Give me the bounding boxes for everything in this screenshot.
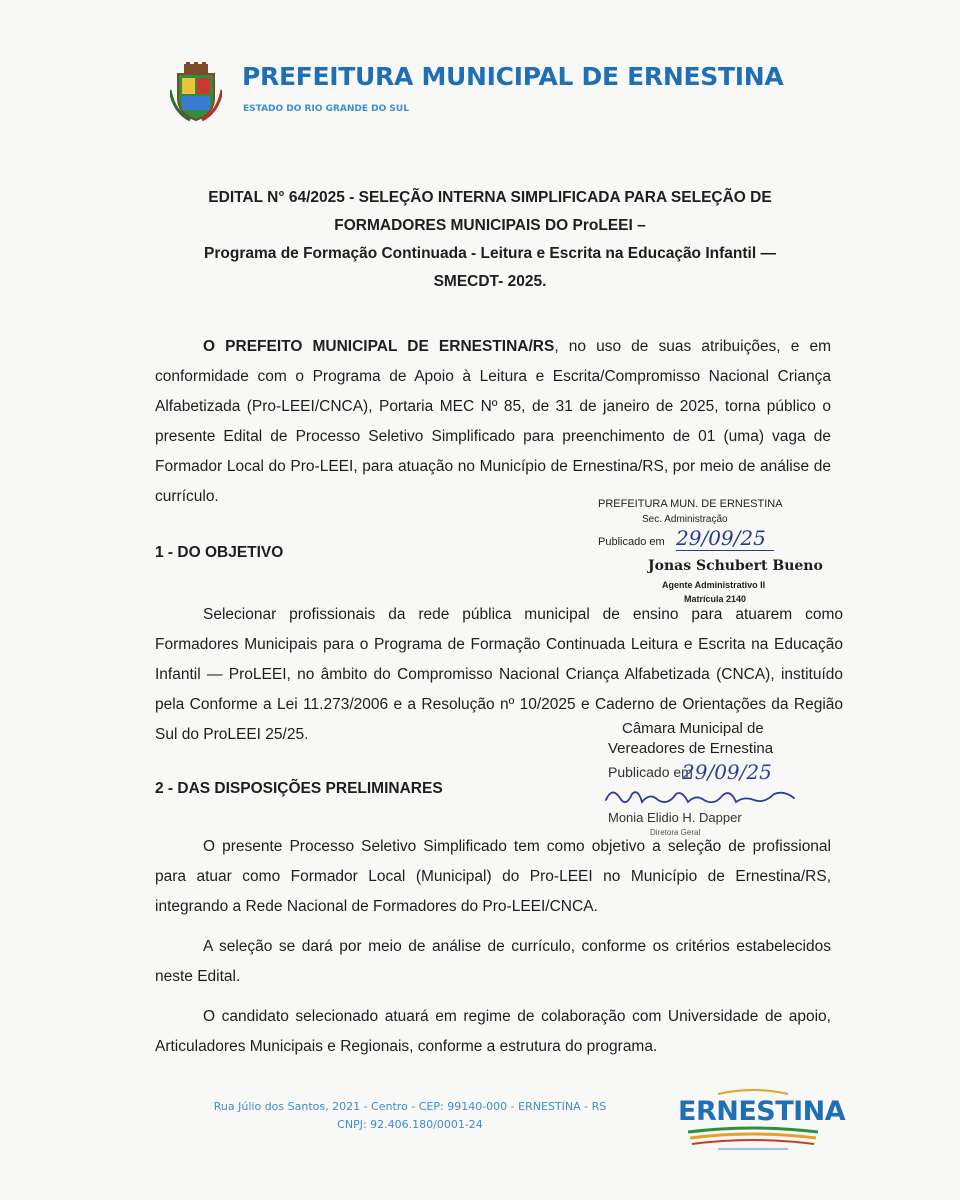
stamp-role: Agente Administrativo II	[662, 580, 766, 590]
edital-title	[150, 184, 830, 296]
stamp-name: Monia Elidio H. Dapper	[608, 810, 742, 825]
section-text: O candidato selecionado atuará em regime de colaboração com Universidade de apoio, Articuladores Municipais e Regionais, conforme a estrutura do programa.	[155, 1008, 831, 1055]
stamp-name: Jonas Schubert Bueno	[648, 558, 823, 574]
footer-address-block	[160, 1098, 660, 1134]
ernestina-logo	[678, 1086, 846, 1158]
municipal-coat-of-arms	[170, 62, 222, 122]
title-line: EDITAL N° 64/2025 - SELEÇÃO INTERNA SIMPLIFICADA PARA SELEÇÃO DE	[208, 189, 772, 206]
title-line: Programa de Formação Continuada - Leitura e Escrita na Educação Infantil —	[204, 245, 776, 262]
stamp-line: Vereadores de Ernestina	[608, 740, 774, 757]
section-paragraph	[155, 1002, 831, 1062]
title-line: FORMADORES MUNICIPAIS DO ProLEEI –	[334, 217, 646, 234]
section-text: Selecionar profissionais da rede pública municipal de ensino para atuarem como Formadores Municipais para o Programa de Formação Continuada Leitura e Escrita na Educação Infantil — ProLEEI, no âmbito do Compromisso Nacional Criança Alfabetizada (CNCA), instituído pela Conforme a Lei 11.273/2006 e a Resolução nº 10/2025 e Caderno de Orientações da Região Sul do ProLEEI 25/25.	[155, 606, 843, 743]
title-line: SMECDT- 2025.	[433, 273, 547, 290]
stamp-published-label: Publicado em	[608, 764, 693, 780]
stamp-line: PREFEITURA MUN. DE ERNESTINA	[598, 498, 783, 510]
stamp-line: Câmara Municipal de	[622, 720, 764, 737]
section-text: A seleção se dará por meio de análise de currículo, conforme os critérios estabelecidos neste Edital.	[155, 938, 831, 985]
logo-text: ERNESTINA	[678, 1096, 846, 1127]
intro-text: , no uso de suas atribuições, e em conformidade com o Programa de Apoio à Leitura e Escrita/Compromisso Nacional Criança Alfabetizada (Pro-LEEI/CNCA), Portaria MEC Nº 85, de 31 de janeiro de 2025, torna público o presente Edital de Processo Seletivo Simplificado para preenchimento de 01 (uma) vaga de Formador Local do Pro-LEEI, para atuação no Município de Ernestina/RS, por meio de análise de currículo.	[155, 338, 831, 505]
stamp-role: Diretora Geral	[650, 828, 701, 837]
stamp-registration: Matrícula 2140	[684, 594, 747, 604]
section-text: O presente Processo Seletivo Simplificado tem como objetivo a seleção de profissional para atuar como Formador Local (Municipal) do Pro-LEEI no Município de Ernestina/RS, integrando a Rede Nacional de Formadores do Pro-LEEI/CNCA.	[155, 838, 831, 915]
section-heading: 2 - DAS DISPOSIÇÕES PRELIMINARES	[155, 780, 443, 797]
stamp-handwritten-date: 29/09/25	[676, 526, 766, 550]
stamp-handwritten-date: 29/09/25	[682, 760, 772, 784]
stamp-line: Sec. Administração	[642, 514, 728, 525]
stamp-date-underline	[676, 550, 774, 551]
stamp-published-label: Publicado em	[598, 536, 665, 548]
publication-stamp-camara	[598, 718, 828, 846]
organization-name: PREFEITURA MUNICIPAL DE ERNESTINA	[242, 62, 784, 91]
publication-stamp-prefeitura	[590, 498, 823, 623]
intro-bold-lead: O PREFEITO MUNICIPAL DE ERNESTINA/RS	[203, 338, 555, 355]
footer-cnpj: CNPJ: 92.406.180/0001-24	[337, 1118, 483, 1131]
intro-paragraph	[155, 332, 831, 512]
section-paragraph	[155, 932, 831, 992]
section-heading: 1 - DO OBJETIVO	[155, 544, 284, 561]
organization-state: ESTADO DO RIO GRANDE DO SUL	[243, 104, 409, 114]
footer-address: Rua Júlio dos Santos, 2021 - Centro - CEP: 99140-000 - ERNESTINA - RS	[213, 1100, 607, 1113]
